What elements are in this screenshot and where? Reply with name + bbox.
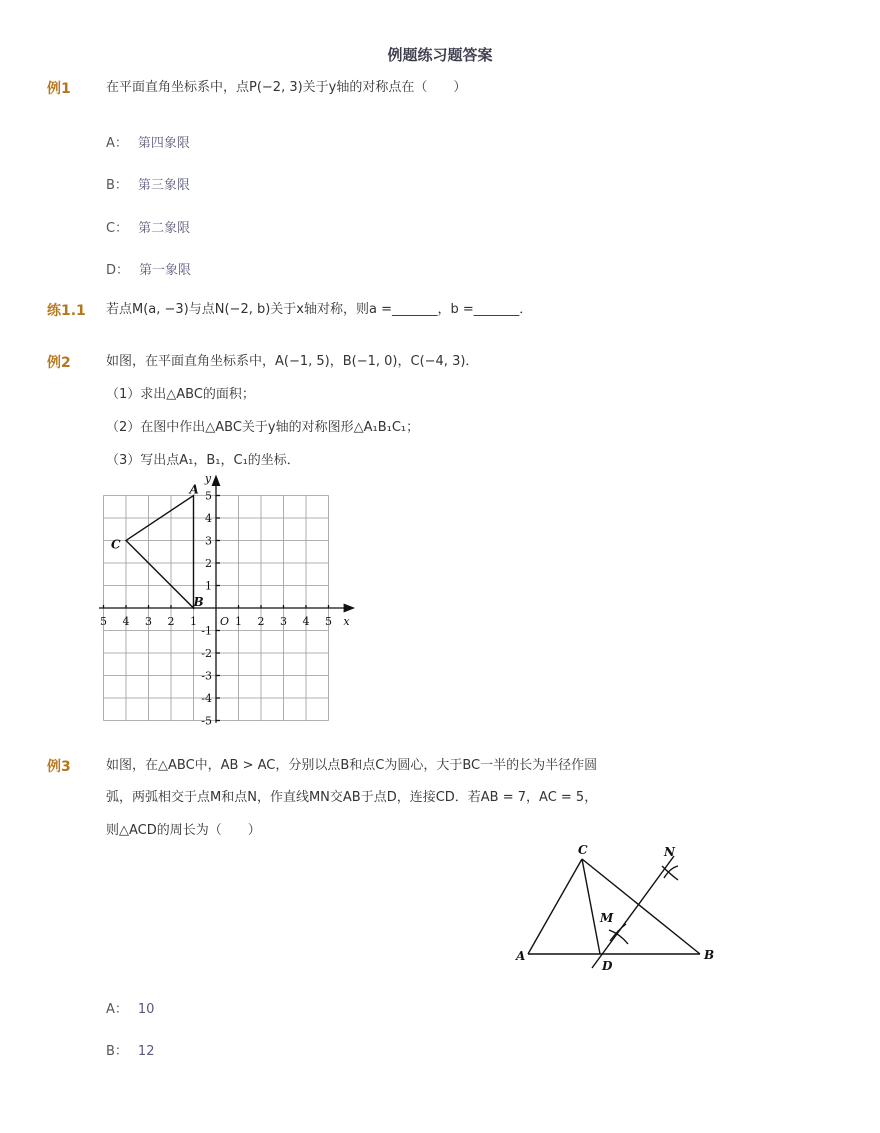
coordinate-grid-figure — [100, 472, 368, 730]
x-tick-label: 3 — [280, 615, 287, 628]
option-key: B： — [106, 178, 128, 193]
x-axis-arrow — [344, 605, 353, 612]
point-label-b: B — [193, 595, 204, 609]
option-key: A： — [106, 1002, 128, 1017]
x-tick-label: 5 — [100, 615, 107, 628]
option-text: 第一象限 — [139, 263, 192, 278]
example-1-option-b[interactable] — [106, 174, 190, 193]
option-key: A： — [106, 136, 128, 151]
x-tick-label: 1 — [190, 615, 197, 628]
y-tick-label: 4 — [205, 512, 212, 525]
x-tick-label: 4 — [302, 615, 310, 628]
example-2-sub3: （3）写出点A₁，B₁，C₁的坐标． — [106, 453, 300, 468]
option-text: 第二象限 — [138, 221, 191, 236]
y-tick-label: 2 — [205, 557, 212, 570]
label-c: C — [578, 843, 588, 857]
option-key: D： — [106, 263, 130, 278]
label-a: A — [516, 949, 526, 963]
segment-bc — [582, 859, 700, 954]
example-2-sub1: （1）求出△ABC的面积； — [106, 387, 255, 402]
label-b: B — [704, 948, 715, 962]
label-m: M — [600, 911, 614, 925]
example-3-option-a[interactable] — [106, 998, 154, 1017]
x-tick-label: 2 — [167, 615, 175, 628]
point-label-c: C — [111, 537, 121, 552]
example-1-option-d[interactable] — [106, 259, 191, 278]
option-text: 第四象限 — [137, 136, 190, 151]
segment-cd — [582, 859, 600, 954]
option-text: 10 — [137, 1002, 155, 1017]
y-tick-label: 5 — [205, 489, 212, 503]
triangle-abc — [126, 496, 194, 609]
y-tick-label: -3 — [201, 669, 212, 683]
page-title: 例题练习题答案 — [387, 46, 493, 64]
segment-ac — [528, 859, 582, 954]
x-axis-label: x — [343, 615, 350, 628]
x-tick-label: 1 — [235, 615, 242, 628]
example-2-sub2: （2）在图中作出△ABC关于y轴的对称图形△A₁B₁C₁； — [106, 420, 420, 435]
practice-1-1-question: 若点M(a, −3)与点N(−2, b)关于x轴对称，则a =_______，b =_______． — [106, 302, 533, 317]
y-tick-label: -2 — [201, 647, 212, 660]
example-1-option-a[interactable] — [106, 132, 190, 151]
y-tick-label: 1 — [205, 579, 212, 593]
y-tick-label: -4 — [201, 692, 212, 705]
x-tick-label: 2 — [257, 615, 265, 628]
practice-1-1-label: 练1.1 — [47, 303, 86, 319]
option-text: 第三象限 — [137, 178, 190, 193]
y-axis-arrow — [213, 476, 220, 485]
example-1-question: 在平面直角坐标系中，点P(−2, 3)关于y轴的对称点在（ ） — [106, 80, 467, 95]
point-label-a: A — [189, 482, 199, 497]
example-3-line3: 则△ACD的周长为（ ） — [106, 823, 261, 838]
origin-label: O — [220, 615, 230, 628]
option-text: 12 — [137, 1044, 155, 1059]
example-1-label: 例1 — [47, 81, 71, 97]
y-tick-label: -1 — [201, 624, 212, 638]
x-tick-label: 3 — [145, 615, 152, 628]
y-axis-label: y — [204, 472, 212, 485]
example-1-option-c[interactable] — [106, 217, 190, 236]
option-key: B： — [106, 1044, 128, 1059]
example-3-option-b[interactable] — [106, 1040, 154, 1059]
x-tick-label: 5 — [325, 615, 332, 628]
example-3-line1: 如图，在△ABC中，AB > AC，分别以点B和点C为圆心，大于BC一半的长为半径作圆 — [106, 758, 598, 773]
y-tick-label: 3 — [205, 534, 212, 548]
y-tick-label: -5 — [201, 714, 212, 728]
label-d: D — [602, 959, 613, 973]
example-2-label: 例2 — [47, 355, 71, 371]
example-2-stem: 如图，在平面直角坐标系中，A(−1, 5)，B(−1, 0)，C(−4, 3)． — [106, 354, 479, 369]
example-3-label: 例3 — [47, 759, 71, 775]
option-key: C： — [106, 221, 129, 236]
x-tick-label: 4 — [122, 615, 130, 628]
example-3-line2: 弧，两弧相交于点M和点N，作直线MN交AB于点D，连接CD．若AB = 7，AC = 5， — [106, 790, 598, 805]
label-n: N — [664, 845, 675, 859]
triangle-construction-figure — [508, 838, 724, 978]
